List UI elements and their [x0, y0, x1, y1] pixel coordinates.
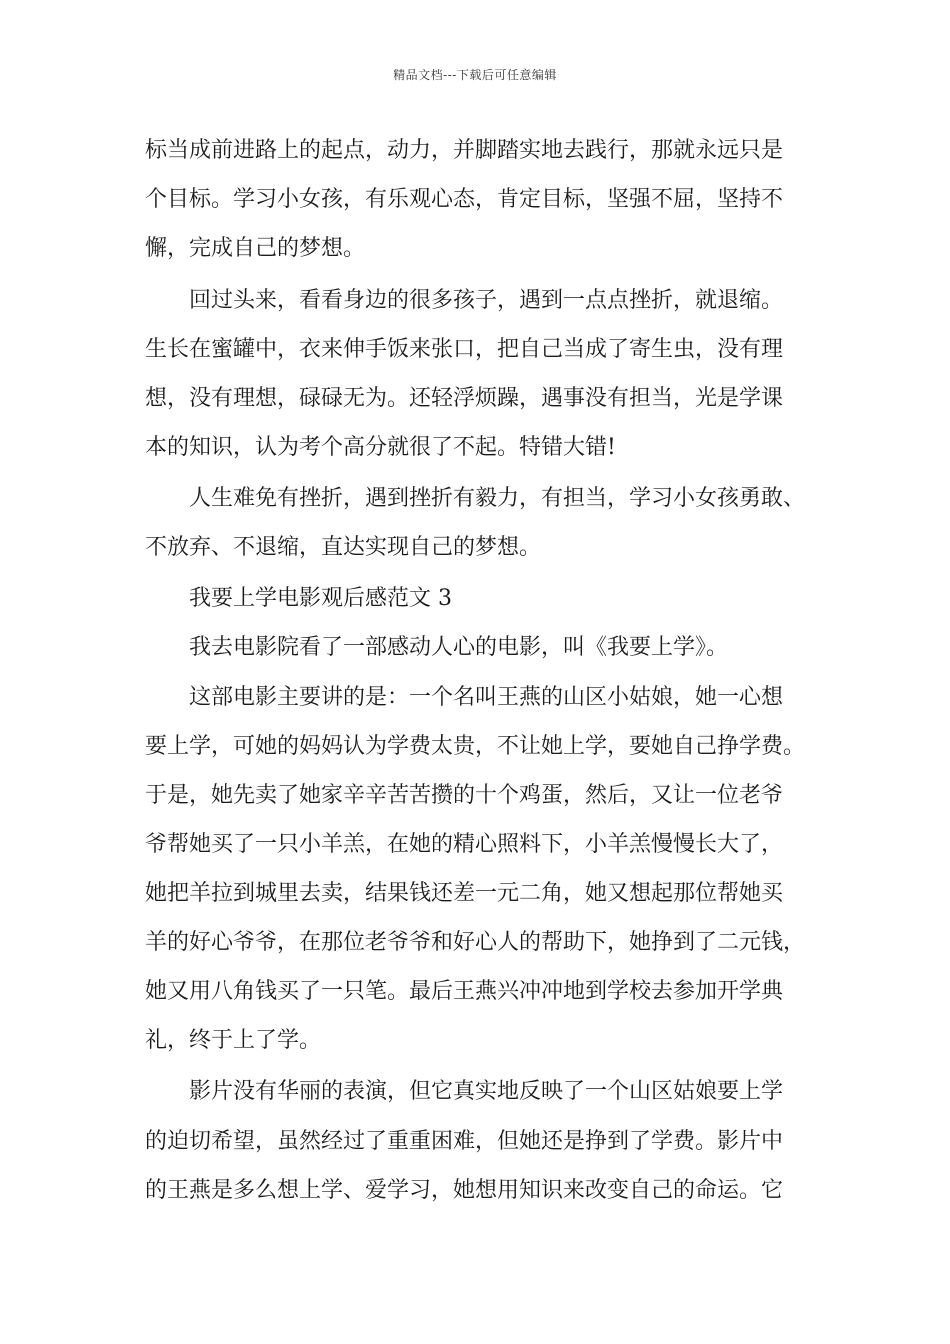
text-line: 生长在蜜罐中，衣来伸手饭来张口，把自己当成了寄生虫，没有理 — [145, 337, 784, 362]
text-line: 本的知识，认为考个高分就很了不起。特错大错! — [145, 435, 616, 460]
text-line: 羊的好心爷爷，在那位老爷爷和好心人的帮助下，她挣到了二元钱， — [145, 930, 806, 955]
text-line: 回过头来，看看身边的很多孩子，遇到一点点挫折，就退缩。 — [189, 288, 784, 313]
text-line: 标当成前进路上的起点，动力，并脚踏实地去践行，那就永远只是 — [145, 138, 784, 163]
text-line: 礼，终于上了学。 — [145, 1028, 322, 1053]
text-line: 这部电影主要讲的是：一个名叫王燕的山区小姑娘，她一心想 — [189, 685, 784, 710]
text-line: 于是，她先卖了她家辛辛苦苦攒的十个鸡蛋，然后，又让一位老爷 — [145, 783, 784, 808]
text-line: 要上学，可她的妈妈认为学费太贵，不让她上学，要她自己挣学费。 — [145, 734, 806, 759]
text-line: 懈，完成自己的梦想。 — [145, 236, 366, 261]
text-line: 的王燕是多么想上学、爱学习，她想用知识来改变自己的命运。它 — [145, 1178, 784, 1203]
page-header: 精品文档---下载后可任意编辑 — [393, 68, 557, 82]
text-line: 想，没有理想，碌碌无为。还轻浮烦躁，遇事没有担当，光是学课 — [145, 386, 784, 411]
text-line: 爷帮她买了一只小羊羔，在她的精心照料下，小羊羔慢慢长大了， — [145, 832, 784, 857]
text-line: 我去电影院看了一部感动人心的电影，叫《我要上学》。 — [189, 635, 729, 660]
text-line: 不放弃、不退缩，直达实现自己的梦想。 — [145, 535, 542, 560]
text-line: 她把羊拉到城里去卖，结果钱还差一元二角，她又想起那位帮她买 — [145, 881, 784, 906]
text-line: 她又用八角钱买了一只笔。最后王燕兴冲冲地到学校去参加开学典 — [145, 979, 784, 1004]
section-title: 我要上学电影观后感范文 3 — [189, 586, 452, 611]
text-line: 个目标。学习小女孩，有乐观心态，肯定目标，坚强不屈，坚持不 — [145, 187, 784, 212]
text-line: 影片没有华丽的表演，但它真实地反映了一个山区姑娘要上学 — [189, 1079, 784, 1104]
text-line: 的迫切希望，虽然经过了重重困难，但她还是挣到了学费。影片中 — [145, 1129, 784, 1154]
text-line: 人生难免有挫折，遇到挫折有毅力，有担当，学习小女孩勇敢、 — [189, 486, 806, 511]
